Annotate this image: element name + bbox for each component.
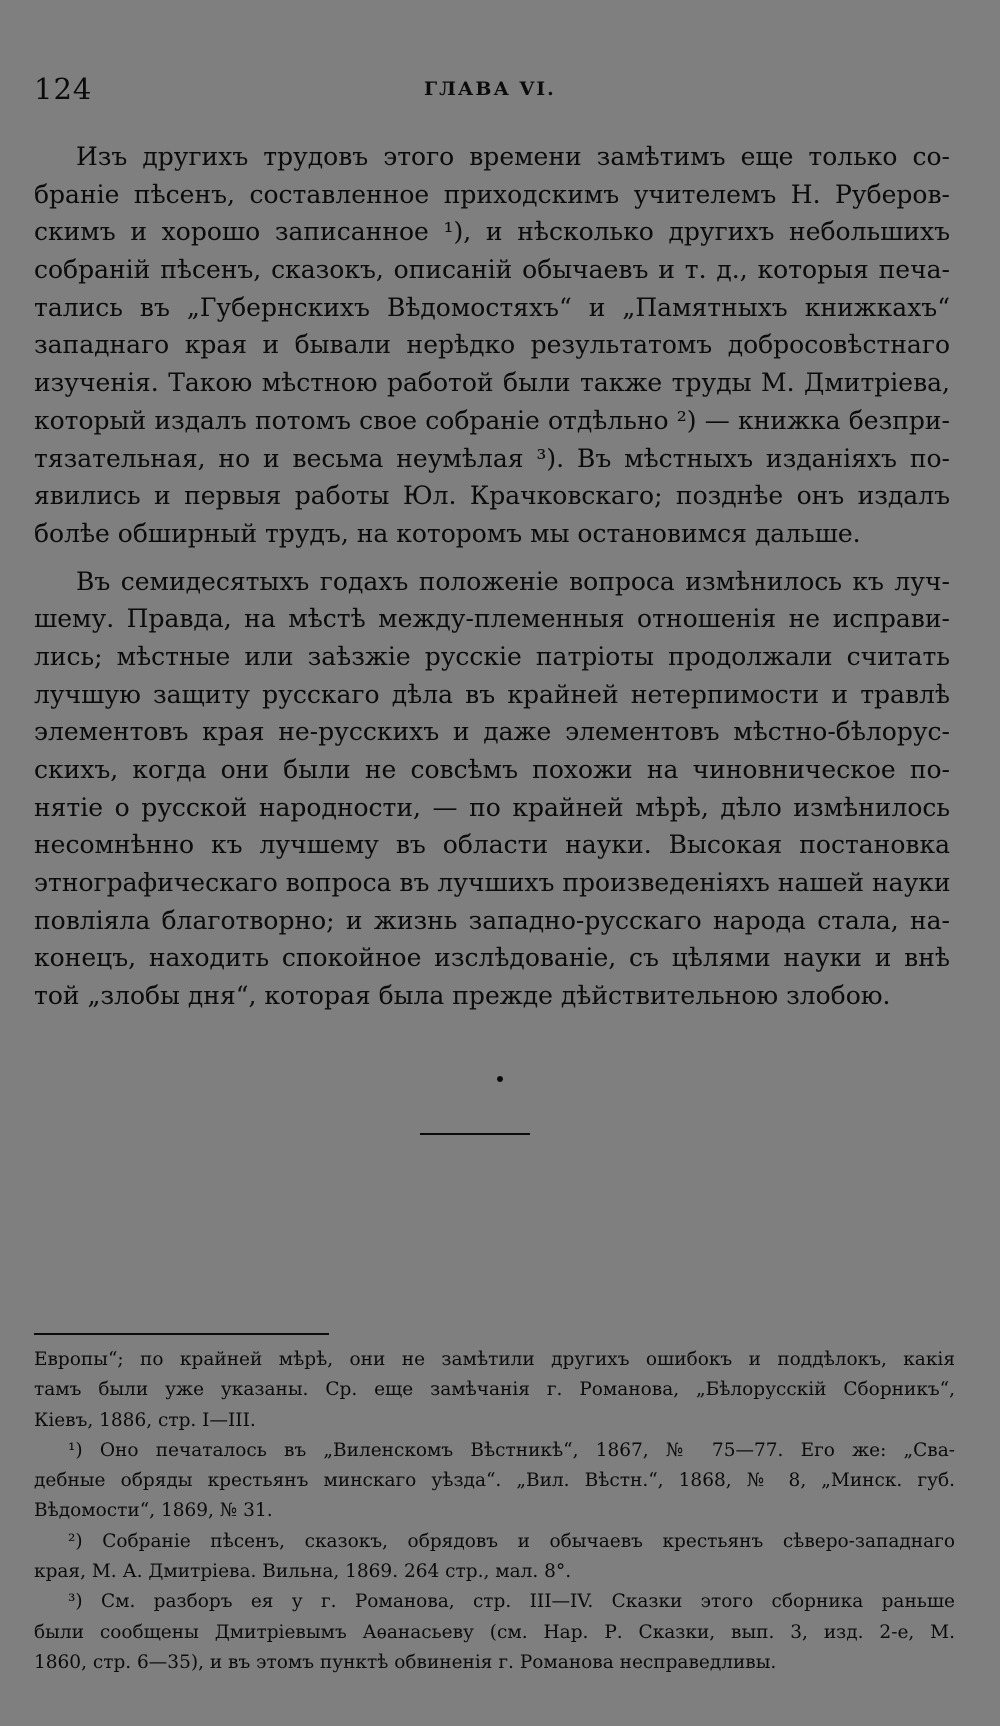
chapter-title: ГЛАВА VI. [424,78,556,100]
running-head [34,72,950,112]
text-line: явились и первыя работы Юл. Крачковскаго; позднѣе онъ издалъ [34,481,950,511]
footnote-line: были сообщены Дмитріевымъ Аѳанасьеву (см. Нар. Р. Сказки, вып. 3, изд. 2-е, М. [34,1621,955,1643]
footnotes [34,1345,955,1678]
text-line: элементовъ края не-русскихъ и даже элементовъ мѣстно-бѣлорус- [34,717,950,747]
footnote-line: ³) См. разборъ ея у г. Романова, стр. III—IV. Сказки этого сборника раньше [68,1591,955,1613]
body-text [34,138,950,1015]
text-line: собраній пѣсенъ, сказокъ, описаній обычаевъ и т. д., которыя печа- [34,255,950,285]
paragraph-gap [34,553,950,563]
footnote-line: дебные обряды крестьянъ минскаго уѣзда“. „Вил. Вѣстн.“, 1868, № 8, „Минск. губ. [34,1470,955,1492]
text-line: болѣе обширный трудъ, на которомъ мы остановимся дальше. [34,518,861,548]
footnote-continuation [34,1345,955,1436]
footnote-line: ¹) Оно печаталось въ „Виленскомъ Вѣстникѣ“, 1867, № 75—77. Его же: „Сва- [68,1439,955,1461]
text-line: нятіе о русской народности, — по крайней мѣрѣ, дѣло измѣнилось [34,792,950,822]
text-line: Въ семидесятыхъ годахъ положеніе вопроса измѣнилось къ луч- [76,566,950,596]
footnote-line: Европы“; по крайней мѣрѣ, они не замѣтили другихъ ошибокъ и поддѣлокъ, какія [34,1349,955,1370]
text-line: лись; мѣстные или заѣзжіе русскіе патріоты продолжали считать [34,641,950,671]
ornament-dot [497,1076,503,1082]
footnote-line: Кіевъ, 1886, стр. I—III. [34,1409,256,1431]
text-line: скимъ и хорошо записанное ¹), и нѣсколько другихъ небольшихъ [34,217,950,247]
footnote-1 [34,1436,955,1527]
footnote-line: Вѣдомости“, 1869, № 31. [34,1500,273,1522]
paragraph-2 [34,563,950,1015]
footnote-3 [34,1587,955,1678]
footnote-line: ²) Собраніе пѣсенъ, сказокъ, обрядовъ и обычаевъ крестьянъ сѣверо-западнаго [68,1530,955,1552]
text-line: лучшую защиту русскаго дѣла въ крайней нетерпимости и травлѣ [34,679,950,709]
page-number: 124 [34,72,93,106]
text-line: той „злобы дня“, которая была прежде дѣйствительною злобою. [34,981,891,1011]
text-line: который издалъ потомъ свое собраніе отдѣльно ²) — книжка безпри- [34,405,950,435]
text-line: этнографическаго вопроса въ лучшихъ произведеніяхъ нашей науки [34,868,951,898]
text-line: шему. Правда, на мѣстѣ между-племенныя отношенія не исправи- [34,604,950,634]
footnote-2 [34,1527,955,1588]
footnote-separator-rule [34,1333,329,1335]
text-line: тязательная, но и весьма неумѣлая ³). Въ мѣстныхъ изданіяхъ по- [34,443,950,473]
section-end-rule [420,1133,530,1135]
text-line: скихъ, когда они были не совсѣмъ похожи на чиновническое по- [34,755,950,784]
footnote-line: края, М. А. Дмитріева. Вильна, 1869. 264 стр., мал. 8°. [34,1561,572,1583]
footnote-line: 1860, стр. 6—35), и въ этомъ пунктѣ обвиненія г. Романова несправедливы. [34,1651,777,1673]
text-line: повліяла благотворно; и жизнь западно-русскаго народа стала, на- [34,905,950,935]
text-line: изученія. Такою мѣстною работой были также труды М. Дмитріева, [34,368,950,398]
text-line: тались въ „Губернскихъ Вѣдомостяхъ“ и „Памятныхъ книжкахъ“ [34,292,950,322]
footnote-line: тамъ были уже указаны. Ср. еще замѣчанія г. Романова, „Бѣлорусскій Сборникъ“, [34,1379,955,1401]
text-line: браніе пѣсенъ, составленное приходскимъ учителемъ Н. Руберов- [34,179,950,209]
paragraph-1 [34,138,950,553]
text-line: Изъ другихъ трудовъ этого времени замѣтимъ еще только со- [76,142,950,171]
text-line: несомнѣнно къ лучшему въ области науки. Высокая постановка [34,830,950,860]
text-line: западнаго края и бывали нерѣдко результатомъ добросовѣстнаго [34,330,950,360]
text-line: конецъ, находить спокойное изслѣдованіе, съ цѣлями науки и внѣ [34,943,950,973]
